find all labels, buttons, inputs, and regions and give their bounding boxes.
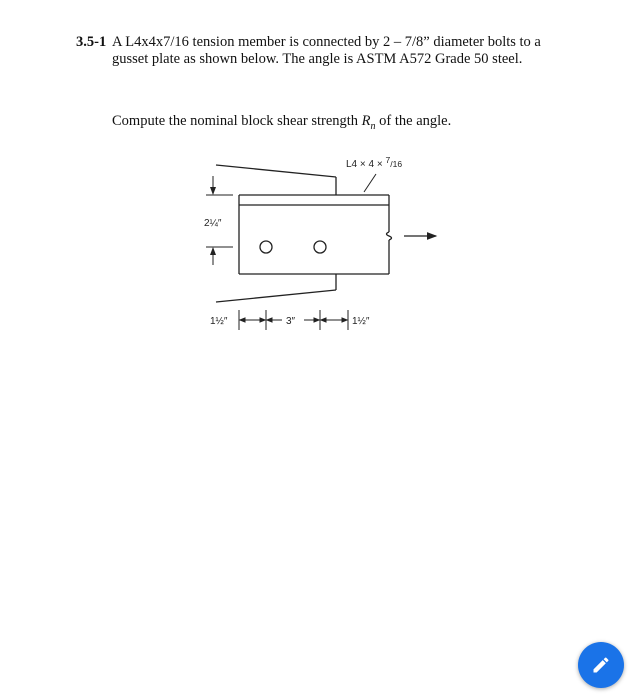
gusset-plate: [216, 165, 336, 302]
gage-dimension-label: 2¼″: [204, 218, 222, 229]
connection-figure: [196, 150, 446, 345]
question-symbol: $R_n$: [361, 113, 376, 132]
question-subscript: n: [370, 120, 376, 132]
problem-statement: [76, 34, 546, 68]
bolt-hole-1: [260, 241, 272, 253]
problem-number: 3.5-1: [76, 34, 107, 50]
problem-text: A L4x4x7/16 tension member is connected by 2 – 7/8” diameter bolts to a gusset plate as shown below. The angle is ASTM A572 Grade 50 steel.: [112, 34, 541, 67]
edit-button[interactable]: [578, 642, 624, 688]
angle-leader: [364, 174, 376, 192]
end-distance-right-label: 1½″: [352, 316, 370, 327]
question-text: [112, 113, 451, 135]
end-distance-left-label: 1½″: [210, 316, 228, 327]
pencil-icon: [591, 655, 611, 675]
angle-member: [239, 195, 392, 274]
angle-label: L4 × 4 × $^7_/$16: [346, 155, 403, 170]
question-prefix: Compute the nominal block shear strength: [112, 113, 362, 129]
bolt-hole-2: [314, 241, 326, 253]
bolt-spacing-label: 3″: [286, 316, 296, 327]
connection-drawing: [196, 150, 446, 345]
question-suffix: of the angle.: [375, 113, 452, 129]
